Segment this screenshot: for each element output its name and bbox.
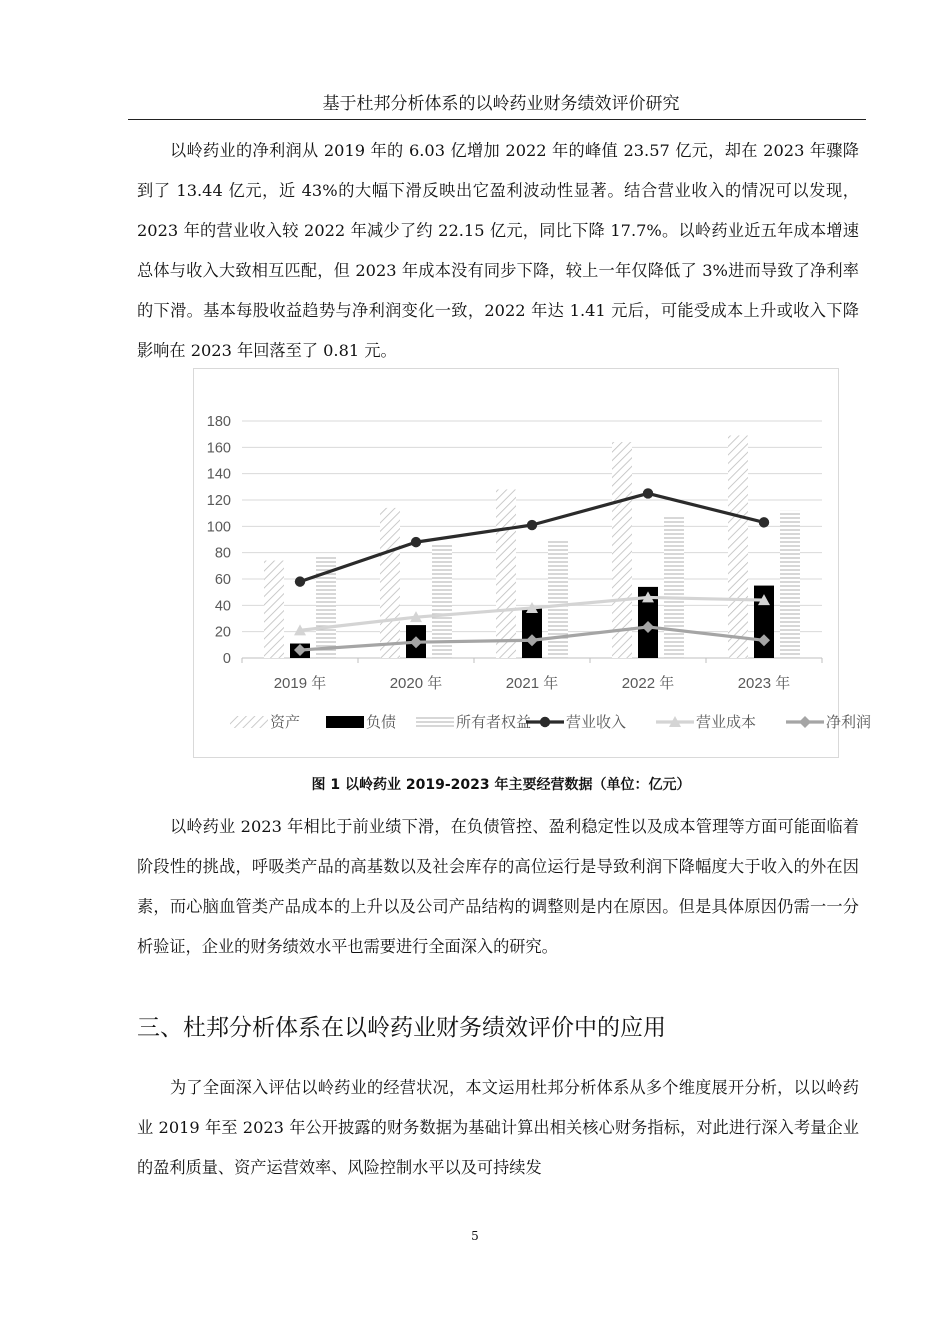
y-tick-label: 80	[214, 545, 231, 562]
point-营业收入	[759, 517, 769, 527]
legend-label: 净利润	[826, 714, 872, 731]
bar-资产	[612, 442, 632, 658]
legend-label: 所有者权益	[456, 714, 532, 731]
y-tick-label: 40	[214, 598, 231, 615]
y-tick-label: 140	[206, 466, 231, 483]
x-tick-label: 2019 年	[273, 675, 327, 692]
point-营业收入	[295, 576, 305, 586]
page-number: 5	[471, 1229, 479, 1243]
x-tick-label: 2022 年	[621, 675, 675, 692]
legend-marker	[540, 717, 550, 727]
line-营业收入	[300, 493, 764, 581]
legend-swatch	[230, 716, 268, 728]
y-tick-label: 180	[206, 414, 231, 430]
legend-label: 负债	[366, 714, 397, 731]
x-tick-label: 2023 年	[737, 675, 791, 692]
legend-swatch	[326, 716, 364, 728]
section-heading: 三、杜邦分析体系在以岭药业财务绩效评价中的应用	[137, 1015, 666, 1041]
legend-label: 资产	[270, 714, 301, 731]
x-tick-label: 2021 年	[505, 675, 559, 692]
bar-资产	[380, 508, 400, 658]
y-tick-label: 120	[206, 493, 231, 509]
paragraph-profit-analysis: 以岭药业的净利润从 2019 年的 6.03 亿增加 2022 年的峰值 23.57 亿元，却在 2023 年骤降到了 13.44 亿元，近 43%的大幅下滑反映出它盈利波动性显著。结合营业收入的情况可以发现，2023 年的营业收入较 2022 年减少了约 22.15 亿元，同比下降 17.7%。以岭药业近五年成本增速总体与收入大致相互匹配，但 2023 年成本没有同步下降，较上一年仅降低了 3%进而导致了净利率的下滑。基本每股收益趋势与净利润变化一致，2022 年达 1.41 元后，可能受成本上升或收入下降影响在 2023 年回落至了 0.81 元。	[137, 141, 859, 360]
figure-caption: 图 1 以岭药业 2019-2023 年主要经营数据（单位：亿元）	[311, 777, 691, 793]
header-rule	[128, 119, 866, 120]
y-tick-label: 160	[206, 440, 231, 457]
legend-label: 营业成本	[696, 714, 757, 731]
legend-marker	[799, 716, 811, 728]
bar-资产	[496, 489, 516, 658]
bar-资产	[728, 435, 748, 658]
x-tick-label: 2020 年	[389, 675, 443, 692]
paragraph-dupont-intro: 为了全面深入评估以岭药业的经营状况，本文运用杜邦分析体系从多个维度展开分析，以以岭药业 2019 年至 2023 年公开披露的财务数据为基础计算出相关核心财务指标，对此进行深入考量企业的盈利质量、资产运营效率、风险控制水平以及可持续发	[137, 1078, 859, 1177]
running-header: 基于杜邦分析体系的以岭药业财务绩效评价研究	[322, 94, 680, 114]
bar-资产	[264, 561, 284, 658]
y-tick-label: 100	[206, 519, 231, 536]
y-tick-label: 0	[222, 651, 231, 667]
legend-swatch	[416, 716, 454, 728]
bar-所有者权益	[664, 517, 684, 658]
bar-所有者权益	[548, 541, 568, 658]
point-营业收入	[527, 520, 537, 530]
bar-所有者权益	[780, 511, 800, 658]
bar-负债	[522, 608, 542, 658]
chart-figure	[193, 368, 872, 758]
y-tick-label: 20	[214, 624, 231, 641]
y-tick-label: 60	[214, 572, 231, 588]
legend-label: 营业收入	[566, 714, 627, 731]
point-营业收入	[643, 488, 653, 498]
paragraph-performance-challenges: 以岭药业 2023 年相比于前业绩下滑，在负债管控、盈利稳定性以及成本管理等方面可能面临着阶段性的挑战，呼吸类产品的高基数以及社会库存的高位运行是导致利润下降幅度大于收入的外在因素，而心脑血管类产品成本的上升以及公司产品结构的调整则是内在原因。但是具体原因仍需一一分析验证，企业的财务绩效水平也需要进行全面深入的研究。	[137, 817, 859, 956]
operating-data-chart	[194, 369, 872, 759]
point-营业收入	[411, 537, 421, 547]
